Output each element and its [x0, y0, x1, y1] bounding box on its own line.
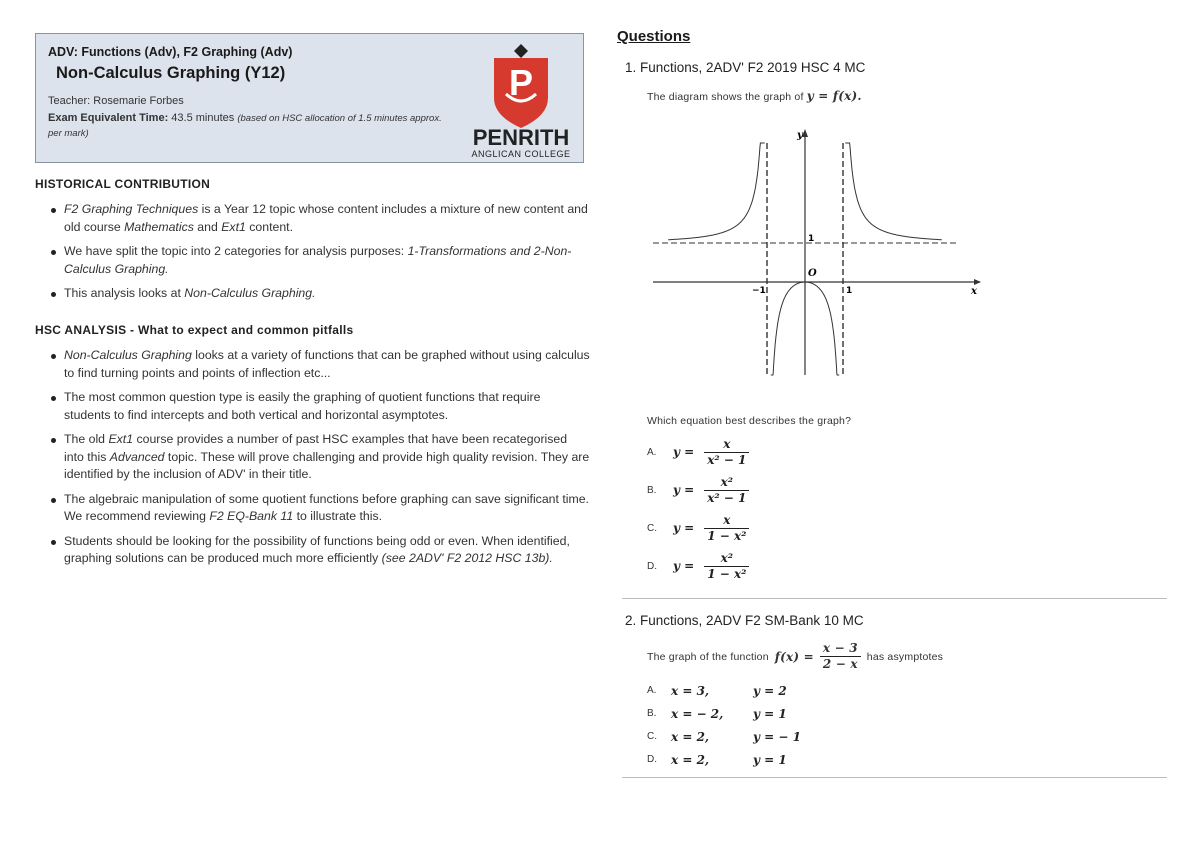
- curve-left-branch: [668, 143, 765, 240]
- curve-right-branch: [845, 143, 942, 240]
- option-c[interactable]: C. y = $\frac{x}{\text{1 − x²}}$: [647, 509, 749, 547]
- header-subtitle: ADV: Functions (Adv), F2 Graphing (Adv): [48, 45, 293, 59]
- question-1-heading: 1. Functions, 2ADV' F2 2019 HSC 4 MC: [625, 60, 866, 75]
- option-b[interactable]: B. y = $\frac{\text{x²}}{\text{x² − 1}}$: [647, 471, 749, 509]
- exam-value: 43.5 minutes: [171, 112, 235, 124]
- option-d[interactable]: D. x = 2, y = 1: [647, 752, 787, 767]
- exam-note: (based on HSC allocation of 1.5 minutes approx. per mark): [48, 113, 442, 139]
- x-axis-label: x: [971, 286, 977, 297]
- question-1-graph: [650, 125, 985, 377]
- questions-title: Questions: [617, 28, 691, 45]
- option-d[interactable]: D. y = $\frac{\text{x²}}{\text{1 − x²}}$: [647, 547, 749, 585]
- penrith-logo: [466, 40, 576, 158]
- question-2-options: [647, 679, 801, 771]
- analysis-heading: HSC ANALYSIS - What to expect and common pitfalls: [35, 323, 354, 337]
- y-one-label: 1: [808, 234, 815, 244]
- page-title: Non-Calculus Graphing (Y12): [56, 64, 286, 82]
- list-item: The most common question type is easily the graphing of quotient functions that require students to find intercepts and both vertical and horizontal asymptotes.: [50, 389, 590, 424]
- question-2-heading: 2. Functions, 2ADV F2 SM-Bank 10 MC: [625, 613, 864, 628]
- y-axis-label: y: [797, 130, 803, 141]
- x-minus-one-label: −1: [752, 286, 766, 296]
- list-item: We have split the topic into 2 categories for analysis purposes: 1-Transformations and 2-Non-Calculus Graphing.: [50, 243, 590, 278]
- divider: [622, 777, 1167, 778]
- option-b[interactable]: B. x = − 2, y = 1: [647, 706, 787, 721]
- analysis-list: [50, 347, 590, 575]
- option-a[interactable]: A. y = $\frac{x}{\text{x² − 1}}$: [647, 433, 749, 471]
- list-item: This analysis looks at Non-Calculus Graphing.: [50, 285, 590, 303]
- logo-letter: P: [508, 62, 534, 103]
- teacher-line: [48, 95, 184, 107]
- teacher-label: Teacher:: [48, 95, 91, 107]
- header-box: [35, 33, 584, 163]
- y-axis-arrow: [802, 129, 808, 137]
- list-item: Students should be looking for the possibility of functions being odd or even. When identified, graphing solutions can be produced much more efficiently (see 2ADV' F2 2012 HSC 13b).: [50, 533, 590, 568]
- x-one-label: 1: [846, 286, 853, 296]
- exam-time-line: [48, 111, 458, 141]
- logo-subtitle: ANGLICAN COLLEGE: [471, 149, 571, 158]
- option-a[interactable]: A. x = 3, y = 2: [647, 683, 787, 698]
- list-item: The algebraic manipulation of some quotient functions before graphing can save significant time. We recommend reviewing F2 EQ-Bank 11 to illustrate this.: [50, 491, 590, 526]
- historical-list: [50, 201, 590, 310]
- teacher-name: Rosemarie Forbes: [93, 95, 184, 107]
- origin-label: O: [808, 268, 817, 279]
- list-item: F2 Graphing Techniques is a Year 12 topic whose content includes a mixture of new content and old course Mathematics and Ext1 content.: [50, 201, 590, 236]
- list-item: The old Ext1 course provides a number of past HSC examples that have been recategorised into this Advanced topic. These will prove challenging and provide high quality revision. They are identified by the inclusion of ADV' in their title.: [50, 431, 590, 484]
- list-item: Non-Calculus Graphing looks at a variety of functions that can be graphed without using calculus to find turning points and points of inflection etc...: [50, 347, 590, 382]
- logo-name: PENRITH: [472, 125, 570, 150]
- x-axis-arrow: [974, 279, 981, 285]
- question-2-prompt: The graph of the function f(x) = $\frac{x - 3}{2 - x}$ has asymptotes: [647, 641, 944, 671]
- option-c[interactable]: C. x = 2, y = − 1: [647, 729, 801, 744]
- question-1-options: [647, 433, 749, 585]
- divider: [622, 598, 1167, 599]
- question-1-question: Which equation best describes the graph?: [647, 415, 852, 427]
- question-1-prompt: The diagram shows the graph of y = f(x).: [647, 89, 862, 103]
- historical-heading: HISTORICAL CONTRIBUTION: [35, 177, 211, 191]
- exam-label: Exam Equivalent Time:: [48, 112, 169, 124]
